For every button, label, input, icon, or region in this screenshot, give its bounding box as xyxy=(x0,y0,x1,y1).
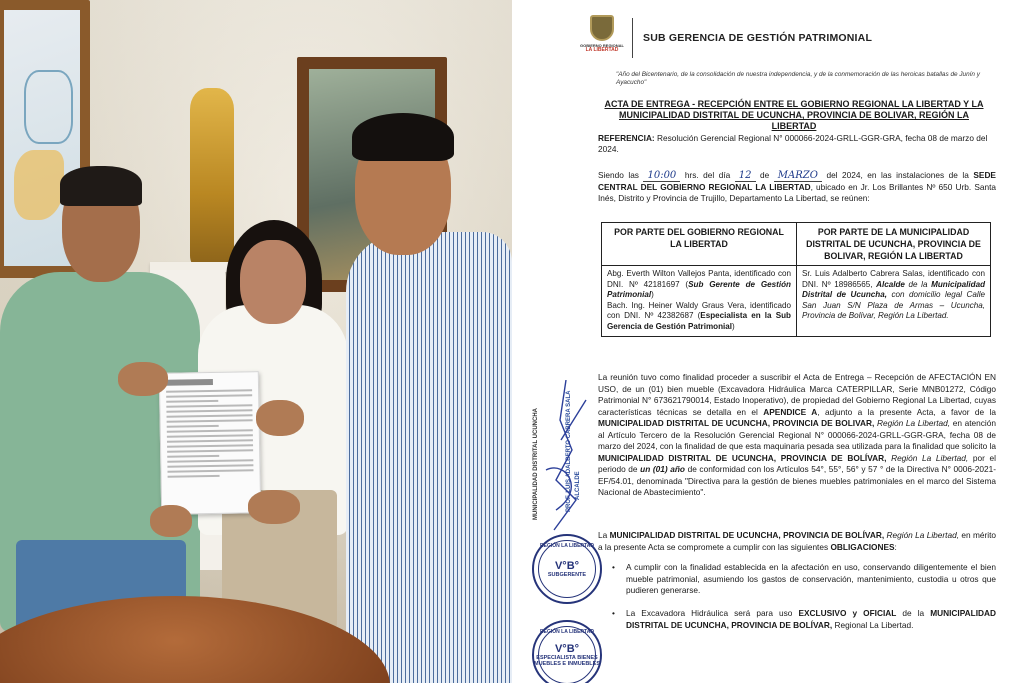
vertical-signer-name: PROF. LUIS ADALBERTO CABRERA SALA xyxy=(566,390,572,512)
parties-table xyxy=(601,222,991,337)
document-title: ACTA DE ENTREGA - RECEPCIÓN ENTRE EL GOBIERNO REGIONAL LA LIBERTAD Y LA MUNICIPALIDAD DISTRITAL DE UCUNCHA, PROVINCIA DE BOLIVAR, REGIÓN LA LIBERTAD xyxy=(604,99,984,131)
header-divider xyxy=(632,18,633,58)
signature-scribble xyxy=(526,380,606,540)
reference-text: Resolución Gerencial Regional N° 000066-2024-GRLL-GGR-GRA, fecha 08 de marzo del 2024. xyxy=(598,133,988,154)
document-panel xyxy=(512,0,1024,683)
year-motto: "Año del Bicentenario, de la consolidación de nuestra independencia, y de la conmemoración de las heroicas batallas de Junín y Ayacucho" xyxy=(616,71,980,86)
obligation-item: • La Excavadora Hidráulica será para uso EXCLUSIVO y OFICIAL de la MUNICIPALIDAD DISTRITAL DE UCUNCHA, PROVINCIA DE BOLÍVAR, Regional La Libertad. xyxy=(612,608,996,631)
obligation-item: • A cumplir con la finalidad establecida en la afectación en uso, conservando diligentemente el bien mueble patrimonial, asumiendo los gastos de conservación, mantenimiento, custodia u otros que pudieren generarse. xyxy=(612,562,996,597)
purpose-paragraph: La reunión tuvo como finalidad proceder a suscribir el Acta de Entrega – Recepción de AFECTACIÓN EN USO, de un (01) bien mueble (Excavadora Hidráulica Marca CATERPILLAR, Serie MNB01272, Código Patrimonial N° 673621790014, Estado Inoperativo), de propiedad del Gobierno Regional La Libertad, cuyas características técnicas se detalla en el APENDICE A, adjunto a la presente Acta, a favor de la MUNICIPALIDAD DISTRITAL DE UCUNCHA, PROVINCIA DE BOLIVAR, Región La Libertad, en atención al Artículo Tercero de la Resolución Gerencial Regional N° 000066-2024-GRLL-GGR-GRA, fecha 08 de marzo del 2024, con la finalidad de que esta maquinaria pesada sea utilizada para la finalidad que solicito la MUNICIPALIDAD DISTRITAL DE UCUNCHA, PROVINCIA DE BOLÍVAR, Región La Libertad, por el periodo de un (01) año de conformidad con los Artículos 54°, 55°, 56° y 57 ° de la Directiva N° 0006-2021-EF/54.01, denominada "Directiva para la gestión de bienes muebles patrimoniales en el marco del Sistema Nacional de Abastecimiento". xyxy=(598,372,997,497)
hand-center xyxy=(150,505,192,537)
parties-header-right: POR PARTE DE LA MUNICIPALIDAD DISTRITAL DE UCUNCHA, PROVINCIA DE BOLIVAR, REGIÓN LA LIBERTAD xyxy=(797,223,991,266)
hand-right xyxy=(256,400,304,436)
approval-stamp-especialista: REGIÓN LA LIBERTAD V°B° ESPECIALISTA BIENES MUEBLES E INMUEBLES xyxy=(532,620,602,683)
person-right-shirt xyxy=(346,232,512,683)
obligations-intro: La MUNICIPALIDAD DISTRITAL DE UCUNCHA, PROVINCIA DE BOLÍVAR, Región La Libertad, en mérito a la presente Acta se compromete a cumplir con las siguientes OBLIGACIONES: xyxy=(598,530,997,552)
golden-statue xyxy=(190,88,234,266)
regional-seal-icon: GOBIERNO REGIONAL LA LIBERTAD xyxy=(582,15,622,61)
intro-paragraph: Siendo las 10:00 hrs. del día 12 de MARZO del 2024, en las instalaciones de la SEDE CENTRAL DEL GOBIERNO REGIONAL LA LIBERTAD, ubicado en Jr. Los Brillantes Nº 650 Urb. Santa Inés, Distrito y Provincia de Trujillo, Departamento La Libertad, se reúnen: xyxy=(598,170,996,204)
held-document xyxy=(159,371,261,515)
hand-left xyxy=(118,362,168,396)
handwritten-month: MARZO xyxy=(774,170,822,182)
document-header xyxy=(582,14,872,62)
parties-cell-right: Sr. Luis Adalberto Cabrera Salas, identificado con DNI. Nº 18986565, Alcalde de la Municipalidad Distrital de Ucuncha, con domicilio legal Calle San Juan S/N Plaza de Armas – Ucuncha, Provincia de Bolívar, Región La Libertad. xyxy=(797,266,991,337)
parties-cell-left: Abg. Everth Wilton Vallejos Panta, identificado con DNI. Nº 42181697 (Sub Gerente de Gestión Patrimonial) Bach. Ing. Heiner Waldy Graus Vera, identificado con DNI. Nº 42382687 (Especialista en la Sub Gerencia de Gestión Patrimonial) xyxy=(602,266,797,337)
parties-header-left: POR PARTE DEL GOBIERNO REGIONAL LA LIBERTAD xyxy=(602,223,797,266)
vertical-municipality-text: MUNICIPALIDAD DISTRITAL UCUNCHA xyxy=(533,408,539,520)
office-name: SUB GERENCIA DE GESTIÓN PATRIMONIAL xyxy=(643,32,873,44)
person-center-face xyxy=(240,240,306,324)
handwritten-day: 12 xyxy=(735,170,756,182)
reference-label: REFERENCIA: xyxy=(598,133,655,143)
reference xyxy=(598,133,996,155)
hand-right-lower xyxy=(248,490,300,524)
person-right-hair xyxy=(352,113,454,161)
vertical-signer-role: ALCALDE xyxy=(575,471,581,500)
person-left-hair xyxy=(60,166,142,206)
approval-stamp-subgerente: REGIÓN LA LIBERTAD V°B° SUBGERENTE xyxy=(532,534,602,604)
handwritten-time: 10:00 xyxy=(643,170,680,182)
